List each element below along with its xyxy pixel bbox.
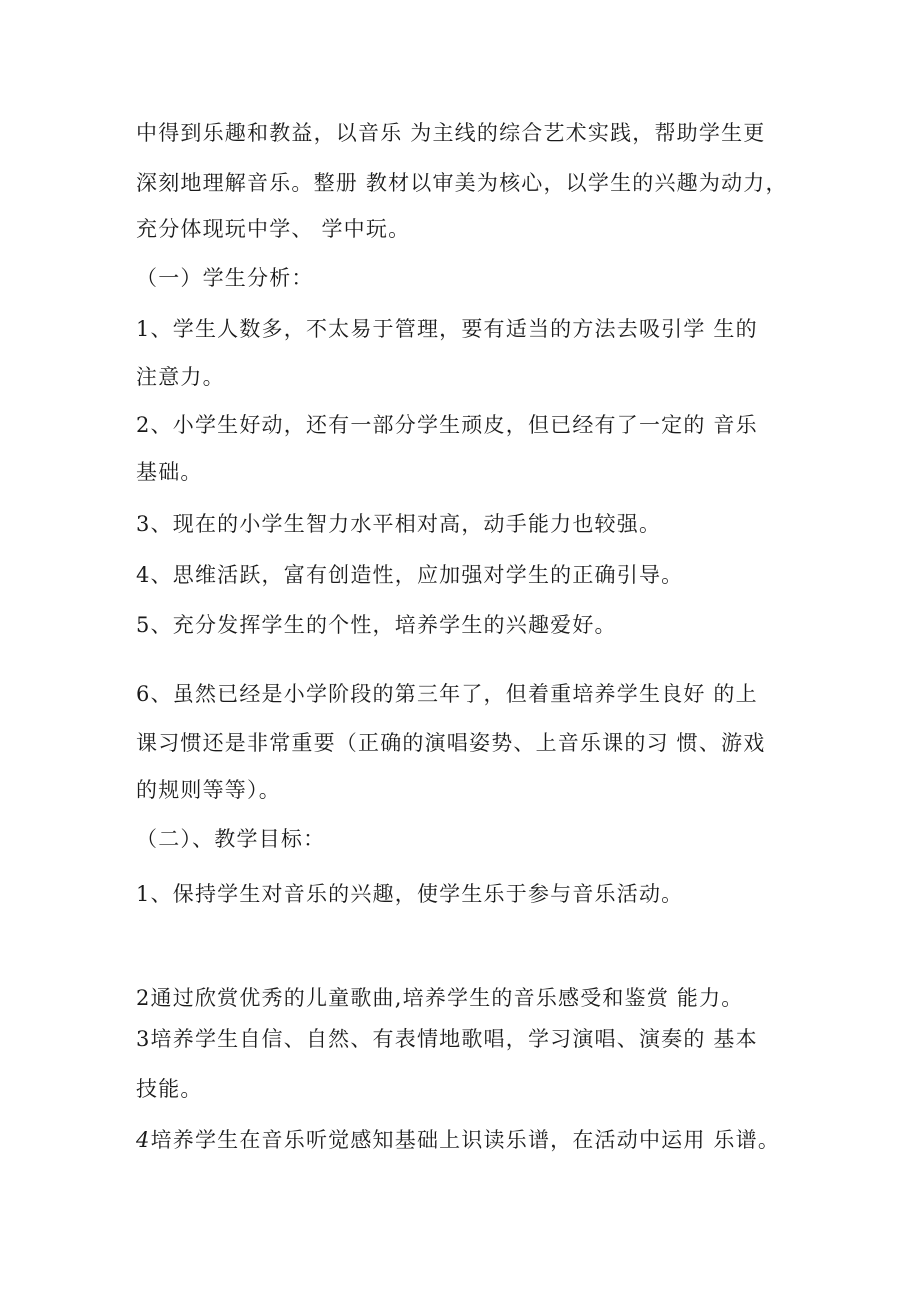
text-line-item-1: 1、学生人数多，不太易于管理，要有适当的方法去吸引学 生的: [136, 317, 758, 341]
goal-4-text: 培养学生在音乐听觉感知基础上识读乐谱，在活动中运用 乐谱。: [150, 1128, 781, 1152]
text-line-goal-3: 3培养学生自信、自然、有表情地歌唱，学习演唱、演奏的 基本: [136, 1027, 758, 1051]
text-line-item-1-cont: 注意力。: [136, 365, 225, 389]
text-line-goal-1: 1、保持学生对音乐的兴趣，使学生乐于参与音乐活动。: [136, 882, 684, 906]
text-line-item-4: 4、思维活跃，富有创造性，应加强对学生的正确引导。: [136, 563, 684, 587]
section-heading-student-analysis: （一）学生分析：: [136, 266, 314, 290]
text-line-3: 充分体现玩中学、 学中玩。: [136, 217, 411, 241]
text-line-item-3: 3、现在的小学生智力水平相对高，动手能力也较强。: [136, 512, 662, 536]
text-line-1: 中得到乐趣和教益，以音乐 为主线的综合艺术实践，帮助学生更: [136, 121, 766, 145]
text-line-item-5: 5、充分发挥学生的个性，培养学生的兴趣爱好。: [136, 613, 617, 637]
goal-4-number: 4: [136, 1128, 151, 1152]
text-line-goal-4: [136, 1125, 780, 1155]
text-line-item-2: 2、小学生好动，还有一部分学生顽皮，但已经有了一定的 音乐: [136, 413, 758, 437]
text-line-goal-2: 2通过欣赏优秀的儿童歌曲,培养学生的音乐感受和鉴赏 能力。: [136, 986, 744, 1010]
text-line-item-6-cont-1: 课习惯还是非常重要（正确的演唱姿势、上音乐课的习 惯、游戏: [136, 731, 766, 755]
text-line-item-6: 6、虽然已经是小学阶段的第三年了，但着重培养学生良好 的上: [136, 682, 758, 706]
text-line-goal-3-cont: 技能。: [136, 1077, 203, 1101]
text-line-item-2-cont: 基础。: [136, 460, 203, 484]
text-line-2: 深刻地理解音乐。整册 教材以审美为核心，以学生的兴趣为动力，: [136, 171, 788, 195]
text-line-item-6-cont-2: 的规则等等）。: [136, 778, 281, 802]
section-heading-teaching-goals: （二）、教学目标：: [136, 827, 326, 851]
